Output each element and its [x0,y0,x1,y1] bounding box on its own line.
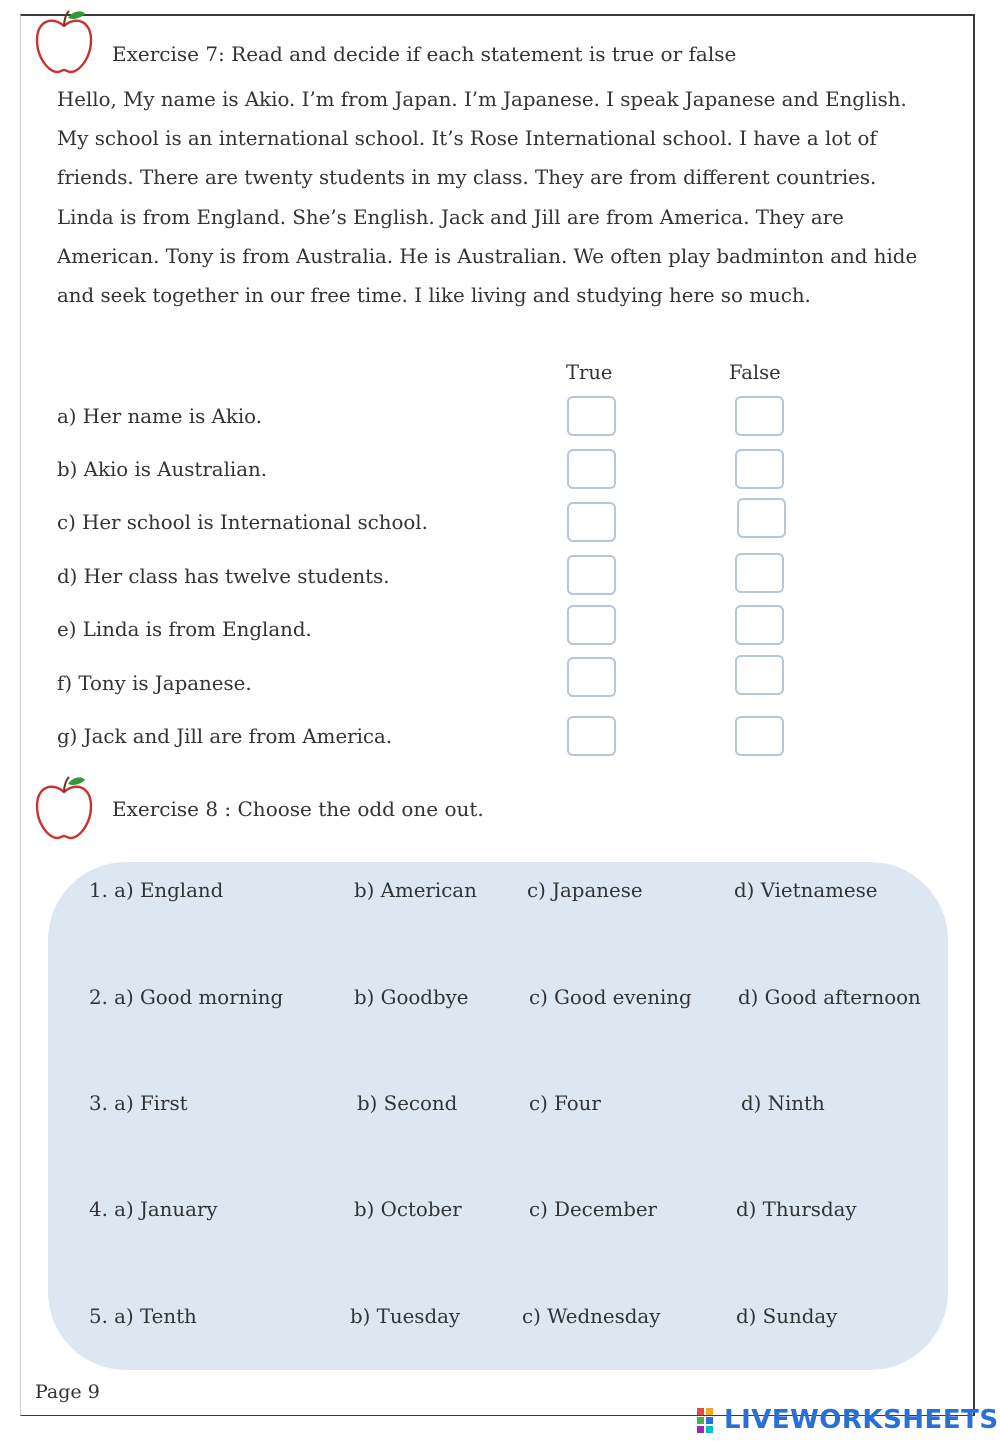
q1-option-c[interactable]: c) Japanese [527,879,643,902]
false-checkbox-b[interactable] [735,449,784,489]
true-checkbox-g[interactable] [567,716,616,756]
q5-option-d[interactable]: d) Sunday [736,1305,838,1328]
q2-option-d[interactable]: d) Good afternoon [738,986,921,1009]
false-checkbox-c[interactable] [737,498,786,538]
exercise7-title: Exercise 7: Read and decide if each statement is true or false [112,42,737,66]
true-checkbox-f[interactable] [567,657,616,697]
q1-option-b[interactable]: b) American [354,879,477,902]
q5-option-a[interactable]: 5. a) Tenth [89,1305,197,1328]
true-checkbox-a[interactable] [567,396,616,436]
q4-option-a[interactable]: 4. a) January [89,1198,218,1221]
q4-option-c[interactable]: c) December [529,1198,658,1221]
true-checkbox-b[interactable] [567,449,616,489]
q2-option-c[interactable]: c) Good evening [529,986,692,1009]
q3-option-d[interactable]: d) Ninth [741,1092,825,1115]
q5-option-b[interactable]: b) Tuesday [350,1305,461,1328]
reading-passage: Hello, My name is Akio. I’m from Japan. I’m Japanese. I speak Japanese and English. My school is an international school. It’s Rose International school. I have a lot of friends. There are twenty students in my class. They are from different countries. Linda is from England. She’s English. Jack and Jill are from America. They are American. Tony is from Australia. He is Australian. We often play badminton and hide and seek together in our free time. I like living and studying here so much. [57,88,918,308]
brand-watermark [696,1405,999,1435]
q5-option-c[interactable]: c) Wednesday [522,1305,661,1328]
q4-option-b[interactable]: b) October [354,1198,462,1221]
false-checkbox-g[interactable] [735,716,784,756]
q3-option-a[interactable]: 3. a) First [89,1092,188,1115]
false-checkbox-f[interactable] [735,655,784,695]
statement-e: e) Linda is from England. [57,618,312,641]
q1-option-a[interactable]: 1. a) England [89,879,224,902]
statement-f: f) Tony is Japanese. [57,672,252,695]
false-checkbox-e[interactable] [735,605,784,645]
statement-a: a) Her name is Akio. [57,405,262,428]
false-checkbox-d[interactable] [735,553,784,593]
odd-one-out-panel [48,862,948,1370]
q4-option-d[interactable]: d) Thursday [736,1198,857,1221]
apple-icon [33,774,95,842]
apple-icon [33,8,95,76]
statement-b: b) Akio is Australian. [57,458,268,481]
true-checkbox-d[interactable] [567,555,616,595]
exercise8-title: Exercise 8 : Choose the odd one out. [112,797,484,821]
q1-option-d[interactable]: d) Vietnamese [734,879,878,902]
q2-option-b[interactable]: b) Goodbye [354,986,469,1009]
true-column-label: True [566,361,613,384]
liveworksheets-logo-icon [696,1406,722,1434]
q3-option-b[interactable]: b) Second [357,1092,458,1115]
false-column-label: False [729,361,781,384]
true-checkbox-c[interactable] [567,502,616,542]
page-number: Page 9 [35,1381,100,1403]
statement-g: g) Jack and Jill are from America. [57,725,393,748]
q3-option-c[interactable]: c) Four [529,1092,601,1115]
false-checkbox-a[interactable] [735,396,784,436]
statement-d: d) Her class has twelve students. [57,565,390,588]
brand-text: LIVEWORKSHEETS [724,1405,999,1435]
true-checkbox-e[interactable] [567,605,616,645]
q2-option-a[interactable]: 2. a) Good morning [89,986,284,1009]
statement-c: c) Her school is International school. [57,511,428,534]
